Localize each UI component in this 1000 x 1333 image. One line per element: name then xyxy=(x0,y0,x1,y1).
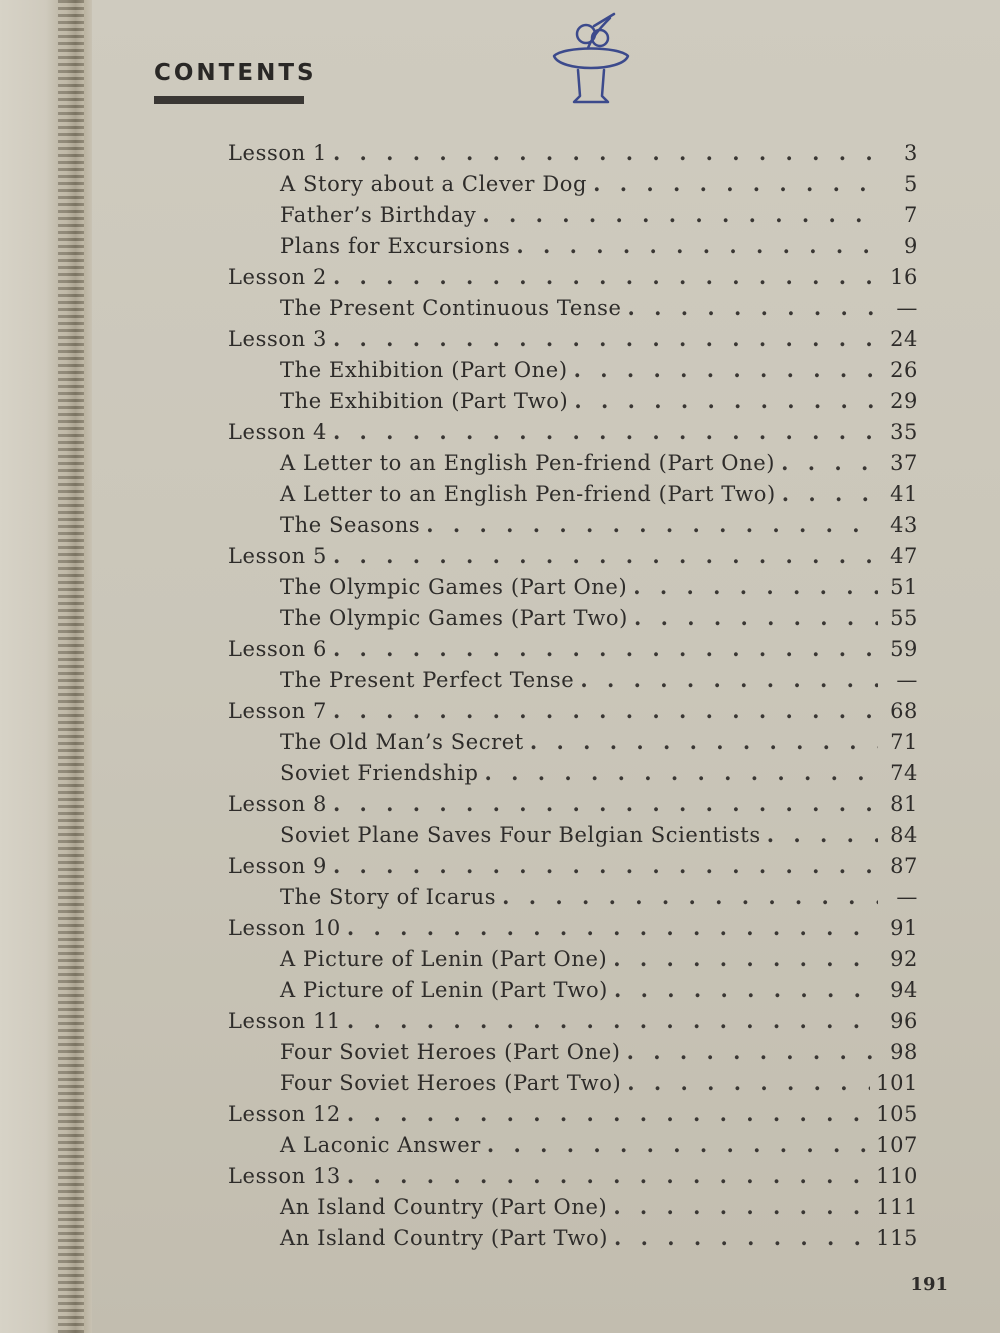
dot-leader xyxy=(333,543,878,568)
toc-subentry xyxy=(228,481,918,512)
dot-leader xyxy=(593,171,878,196)
toc-entry-title: A Letter to an English Pen-friend (Part One) xyxy=(280,451,776,475)
toc-entry-title: An Island Country (Part One) xyxy=(280,1195,608,1219)
toc-entry-page: 29 xyxy=(890,389,918,413)
toc-entry-title: Lesson 12 xyxy=(228,1102,341,1126)
toc-entry-page: 111 xyxy=(876,1195,918,1219)
toc-subentry xyxy=(228,512,918,543)
toc-subentry xyxy=(228,1194,918,1225)
toc-subentry xyxy=(228,171,918,202)
dot-leader xyxy=(614,977,878,1002)
toc-entry-title: A Letter to an English Pen-friend (Part Two) xyxy=(280,482,776,506)
toc-entry-title: The Olympic Games (Part Two) xyxy=(280,606,628,630)
toc-entry-title: Lesson 1 xyxy=(228,141,327,165)
toc-subentry xyxy=(228,233,918,264)
toc-entry-page: 9 xyxy=(904,234,918,258)
toc-lesson-entry xyxy=(228,791,918,822)
toc-entry-page: — xyxy=(896,885,918,909)
toc-subentry xyxy=(228,884,918,915)
toc-entry-title: The Exhibition (Part One) xyxy=(280,358,568,382)
toc-entry-title: The Olympic Games (Part One) xyxy=(280,575,628,599)
page-number: 191 xyxy=(910,1274,948,1295)
dot-leader xyxy=(516,233,878,258)
heading-underline xyxy=(154,96,304,104)
book-binding xyxy=(58,0,84,1333)
toc-lesson-entry xyxy=(228,1101,918,1132)
toc-subentry xyxy=(228,822,918,853)
toc-entry-title: Four Soviet Heroes (Part Two) xyxy=(280,1071,622,1095)
toc-entry-title: Lesson 7 xyxy=(228,699,327,723)
dot-leader xyxy=(627,1039,878,1064)
toc-entry-page: 55 xyxy=(890,606,918,630)
toc-entry-title: Four Soviet Heroes (Part One) xyxy=(280,1040,621,1064)
dot-leader xyxy=(485,760,878,785)
toc-lesson-entry xyxy=(228,636,918,667)
dot-leader xyxy=(627,1070,870,1095)
dot-leader xyxy=(613,946,878,971)
table-of-contents xyxy=(228,140,918,1256)
toc-lesson-entry xyxy=(228,543,918,574)
toc-lesson-entry xyxy=(228,1163,918,1194)
toc-entry-page: 24 xyxy=(890,327,918,351)
toc-entry-title: A Story about a Clever Dog xyxy=(280,172,588,196)
dot-leader xyxy=(333,698,878,723)
toc-subentry xyxy=(228,202,918,233)
toc-entry-title: A Laconic Answer xyxy=(280,1133,481,1157)
dot-leader xyxy=(574,357,878,382)
toc-entry-title: Plans for Excursions xyxy=(280,234,511,258)
toc-entry-title: The Exhibition (Part Two) xyxy=(280,389,569,413)
toc-lesson-entry xyxy=(228,419,918,450)
toc-entry-title: Lesson 6 xyxy=(228,637,327,661)
toc-subentry xyxy=(228,977,918,1008)
toc-entry-title: The Present Perfect Tense xyxy=(280,668,575,692)
toc-entry-page: 92 xyxy=(890,947,918,971)
toc-entry-page: 98 xyxy=(890,1040,918,1064)
dot-leader xyxy=(627,295,878,320)
toc-entry-page: 81 xyxy=(890,792,918,816)
toc-entry-page: 35 xyxy=(890,420,918,444)
dot-leader xyxy=(333,264,878,289)
toc-entry-page: 26 xyxy=(890,358,918,382)
dot-leader xyxy=(333,636,878,661)
dot-leader xyxy=(333,419,878,444)
toc-entry-page: 96 xyxy=(890,1009,918,1033)
toc-entry-page: 43 xyxy=(890,513,918,537)
toc-entry-page: 51 xyxy=(890,575,918,599)
toc-entry-page: 91 xyxy=(890,916,918,940)
toc-entry-title: Lesson 9 xyxy=(228,854,327,878)
toc-subentry xyxy=(228,760,918,791)
toc-entry-page: 110 xyxy=(876,1164,918,1188)
toc-subentry xyxy=(228,1039,918,1070)
toc-entry-title: Lesson 10 xyxy=(228,916,341,940)
toc-entry-title: The Story of Icarus xyxy=(280,885,497,909)
dot-leader xyxy=(502,884,878,909)
toc-subentry xyxy=(228,450,918,481)
dot-leader xyxy=(633,574,878,599)
dot-leader xyxy=(333,791,878,816)
toc-entry-page: 59 xyxy=(890,637,918,661)
toc-subentry xyxy=(228,605,918,636)
toc-entry-page: 87 xyxy=(890,854,918,878)
toc-subentry xyxy=(228,946,918,977)
toc-entry-page: 105 xyxy=(876,1102,918,1126)
dot-leader xyxy=(426,512,878,537)
dot-leader xyxy=(580,667,878,692)
dot-leader xyxy=(333,326,878,351)
toc-subentry xyxy=(228,357,918,388)
dot-leader xyxy=(574,388,878,413)
toc-lesson-entry xyxy=(228,915,918,946)
dot-leader xyxy=(767,822,878,847)
toc-entry-title: A Picture of Lenin (Part Two) xyxy=(280,978,608,1002)
toc-entry-title: Lesson 8 xyxy=(228,792,327,816)
dot-leader xyxy=(347,1163,870,1188)
toc-subentry xyxy=(228,729,918,760)
toc-entry-page: 5 xyxy=(904,172,918,196)
toc-entry-page: 3 xyxy=(904,141,918,165)
toc-entry-page: 68 xyxy=(890,699,918,723)
toc-entry-page: 7 xyxy=(904,203,918,227)
toc-entry-title: Lesson 3 xyxy=(228,327,327,351)
toc-lesson-entry xyxy=(228,326,918,357)
dot-leader xyxy=(482,202,878,227)
toc-lesson-entry xyxy=(228,264,918,295)
toc-entry-page: 41 xyxy=(890,482,918,506)
toc-entry-page: 47 xyxy=(890,544,918,568)
library-stamp-icon xyxy=(548,8,634,108)
toc-entry-title: Lesson 13 xyxy=(228,1164,341,1188)
toc-subentry xyxy=(228,1132,918,1163)
toc-entry-page: 16 xyxy=(890,265,918,289)
toc-entry-title: The Old Man’s Secret xyxy=(280,730,524,754)
toc-entry-page: 71 xyxy=(890,730,918,754)
toc-entry-page: 84 xyxy=(890,823,918,847)
dot-leader xyxy=(347,1008,878,1033)
toc-entry-page: 37 xyxy=(890,451,918,475)
toc-lesson-entry xyxy=(228,1008,918,1039)
dot-leader xyxy=(347,1101,870,1126)
toc-entry-title: The Present Continuous Tense xyxy=(280,296,622,320)
toc-entry-title: Soviet Friendship xyxy=(280,761,479,785)
dot-leader xyxy=(781,450,878,475)
dot-leader xyxy=(613,1194,870,1219)
dot-leader xyxy=(333,140,878,165)
toc-subentry xyxy=(228,295,918,326)
dot-leader xyxy=(634,605,878,630)
toc-entry-page: 115 xyxy=(876,1226,918,1250)
toc-entry-page: 74 xyxy=(890,761,918,785)
toc-subentry xyxy=(228,1225,918,1256)
toc-subentry xyxy=(228,574,918,605)
toc-entry-title: Father’s Birthday xyxy=(280,203,477,227)
dot-leader xyxy=(530,729,878,754)
toc-entry-page: 107 xyxy=(876,1133,918,1157)
dot-leader xyxy=(782,481,878,506)
toc-entry-page: 101 xyxy=(876,1071,918,1095)
toc-subentry xyxy=(228,388,918,419)
toc-entry-page: — xyxy=(896,668,918,692)
toc-entry-page: 94 xyxy=(890,978,918,1002)
toc-entry-title: An Island Country (Part Two) xyxy=(280,1226,609,1250)
toc-lesson-entry xyxy=(228,140,918,171)
dot-leader xyxy=(487,1132,870,1157)
toc-subentry xyxy=(228,1070,918,1101)
toc-lesson-entry xyxy=(228,698,918,729)
toc-entry-title: A Picture of Lenin (Part One) xyxy=(280,947,608,971)
toc-entry-title: Lesson 2 xyxy=(228,265,327,289)
toc-entry-page: — xyxy=(896,296,918,320)
toc-entry-title: Lesson 5 xyxy=(228,544,327,568)
toc-subentry xyxy=(228,667,918,698)
toc-entry-title: Lesson 11 xyxy=(228,1009,341,1033)
contents-heading: CONTENTS xyxy=(154,60,317,86)
dot-leader xyxy=(347,915,878,940)
toc-entry-title: Soviet Plane Saves Four Belgian Scientists xyxy=(280,823,761,847)
toc-lesson-entry xyxy=(228,853,918,884)
dot-leader xyxy=(333,853,878,878)
toc-entry-title: Lesson 4 xyxy=(228,420,327,444)
dot-leader xyxy=(614,1225,870,1250)
toc-entry-title: The Seasons xyxy=(280,513,421,537)
